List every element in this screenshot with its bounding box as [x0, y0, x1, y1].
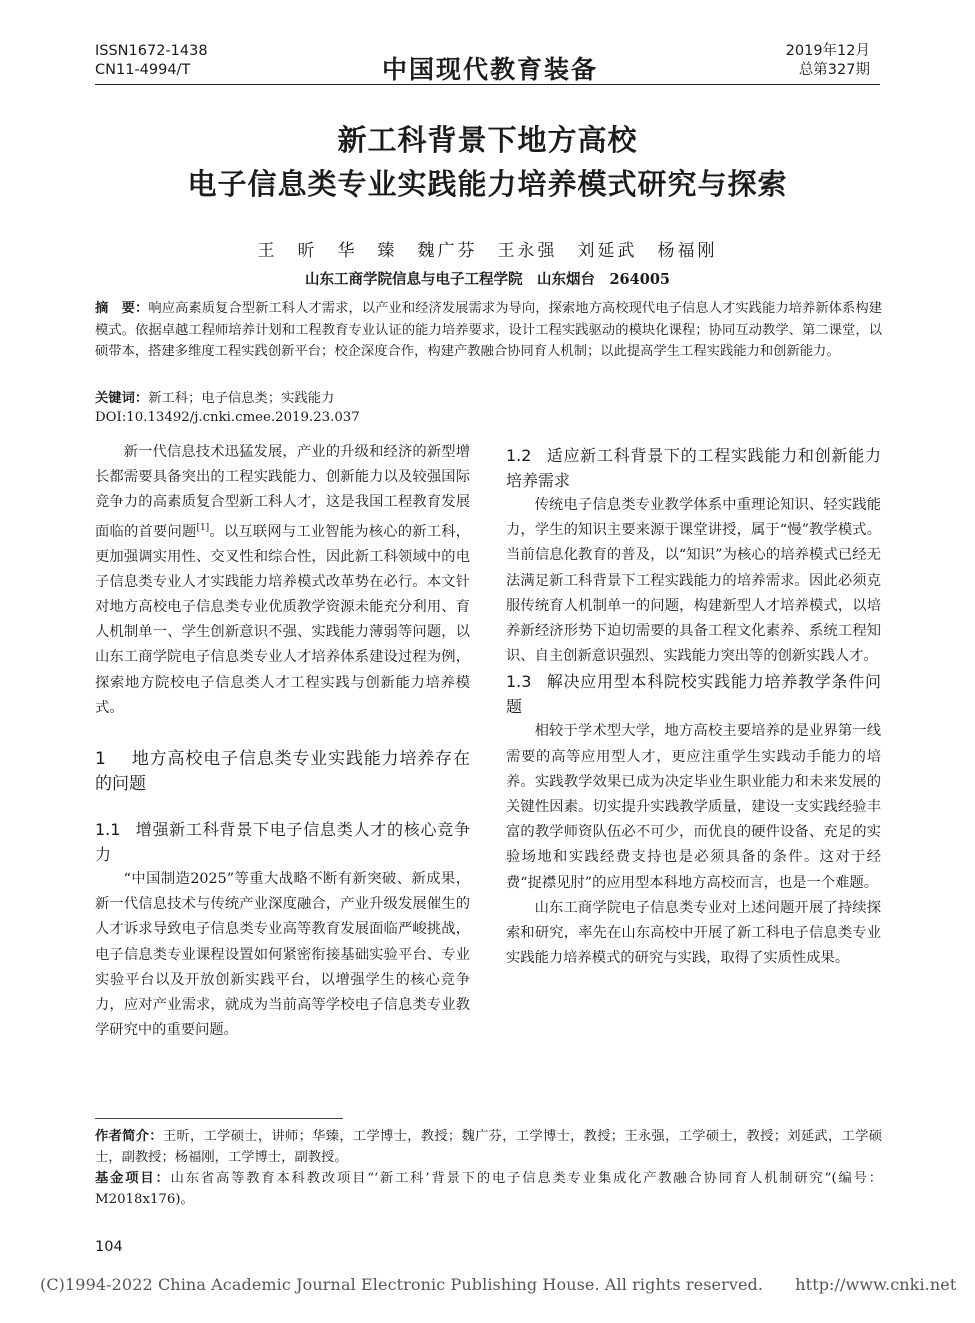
authors: 王 昕 华 臻 魏广芬 王永强 刘延武 杨福刚: [257, 241, 718, 261]
header-rule: [95, 84, 880, 85]
footnotes: [95, 1126, 882, 1210]
section-1-3-heading: [506, 669, 881, 719]
section-1-3-paragraph-2: 山东工商学院电子信息类专业对上述问题开展了持续探索和研究，率先在山东高校中开展了新工科电子信息类专业实践能力培养模式的研究与实践，取得了实质性成果。: [506, 899, 881, 967]
footnote-rule: [95, 1118, 343, 1119]
keywords-text: 新工科；电子信息类；实践能力: [148, 391, 335, 406]
intro-paragraph: [95, 440, 470, 721]
left-column: [95, 440, 470, 1043]
author-bio-label: 作者简介：: [95, 1129, 163, 1144]
section-1-2-paragraph: 传统电子信息类专业教学体系中重理论知识、轻实践能力，学生的知识主要来源于课堂讲授，属于“慢”教学模式。当前信息化教育的普及，以“知识”为核心的培养模式已经无法满足新工科背景下工程实践能力的培养需求。因此必须克服传统育人机制单一的问题，构建新型人才培养模式，以培养新经济形势下迫切需要的具备工程文化素养、系统工程知识、自主创新意识强烈、实践能力突出等的创新实践人才。: [506, 497, 881, 665]
keywords: [95, 388, 882, 410]
issue-date: 2019年12月: [785, 43, 870, 59]
author-bio-text: 王昕，工学硕士，讲师；华臻，工学博士，教授；魏广芬，工学博士，教授；王永强，工学硕士，教授；刘延武，工学硕士，副教授；杨福刚，工学博士，副教授。: [95, 1129, 883, 1165]
section-1-1-heading: [95, 817, 470, 867]
abstract: [95, 298, 882, 363]
abstract-text: 响应高素质复合型新工科人才需求，以产业和经济发展需求为导向，探索地方高校现代电子信息人才实践能力培养新体系构建模式。依据卓越工程师培养计划和工程教育专业认证的能力培养要求，设计工程实践驱动的模块化课程；协同互动教学、第二课堂，以硕带本，搭建多维度工程实践创新平台；校企深度合作，构建产教融合协同育人机制；以此提高学生工程实践能力和创新能力。: [95, 301, 882, 360]
abstract-label: 摘 要：: [95, 301, 149, 316]
section-1-number: 1: [95, 749, 106, 769]
section-1-heading: [95, 747, 470, 797]
journal-identifiers: [95, 42, 208, 80]
section-1-1-number: 1.1: [95, 820, 121, 839]
reference-1: [1]: [196, 522, 210, 533]
intro-text: 新一代信息技术迅猛发展，产业的升级和经济的新型增长都需要具备突出的工程实践能力、创新能力以及较强国际竞争力的高素质复合型新工科人才，这是我国工程教育发展面临的首要问题: [95, 444, 470, 540]
section-1-3-title: 解决应用型本科院校实践能力培养教学条件问题: [506, 672, 881, 717]
fund-label: 基金项目：: [95, 1171, 171, 1186]
section-1-2-number: 1.2: [506, 446, 532, 465]
section-1-1-title: 增强新工科背景下电子信息类人才的核心竞争力: [95, 820, 470, 864]
fund-text: 山东省高等教育本科教改项目“‘新工科’背景下的电子信息类专业集成化产教融合协同育人机制研究”(编号：M2018x176)。: [95, 1171, 883, 1207]
section-1-2-title: 适应新工科背景下的工程实践能力和创新能力培养需求: [506, 446, 881, 490]
section-1-2-heading: [506, 443, 881, 493]
affiliation: 山东工商学院信息与电子工程学院 山东烟台 264005: [304, 271, 671, 288]
section-1-title: 地方高校电子信息类专业实践能力培养存在的问题: [95, 749, 470, 794]
page-number: 104: [95, 1239, 123, 1255]
intro-text-tail: 。以互联网与工业智能为核心的新工科，更加强调实用性、交叉性和综合性，因此新工科领域中的电子信息类专业人才实践能力培养模式改革势在必行。本文针对地方高校电子信息类专业优质教学资源未能充分利用、育人机制单一、学生创新意识不强、实践能力薄弱等问题，以山东工商学院电子信息类专业人才培养体系建设过程为例，探索地方院校电子信息类人才工程实践与创新能力培养模式。: [95, 523, 471, 716]
section-1-3-number: 1.3: [506, 672, 532, 692]
issn: ISSN1672-1438: [95, 43, 208, 59]
section-1-1-paragraph: “中国制造2025”等重大战略不断有新突破、新成果，新一代信息技术与传统产业深度融合，产业升级发展催生的人才诉求导致电子信息类专业高等教育发展面临严峻挑战，电子信息类专业课程设置如何紧密衔接基础实验平台、专业实验平台以及开放创新实践平台，以增强学生的核心竞争力，应对产业需求，就成为当前高等学校电子信息类专业教学研究中的重要问题。: [95, 871, 470, 1039]
issue-number: 总第327期: [798, 62, 870, 78]
journal-name: 中国现代教育装备: [381, 55, 598, 84]
paper-title: [0, 118, 975, 206]
issue-info: [786, 42, 870, 80]
section-1-3-paragraph-1: 相较于学术型大学，地方高校主要培养的是业界第一线需要的高等应用型人才，更应注重学生实践动手能力的培养。实践教学效果已成为决定毕业生职业能力和未来发展的关键性因素。切实提升实践教学质量，建设一支实践经验丰富的教学师资队伍必不可少，而优良的硬件设备、充足的实验场地和实践经费支持也是必须具备的条件。这对于经费“捉襟见肘”的应用型本科地方高校而言，也是一个难题。: [506, 723, 881, 891]
fund-info: [95, 1168, 882, 1210]
title-line-2: 电子信息类专业实践能力培养模式研究与探索: [187, 167, 788, 201]
doi: DOI:10.13492/j.cnki.cmee.2019.23.037: [95, 410, 360, 425]
keywords-label: 关键词：: [95, 391, 149, 406]
author-bio: [95, 1126, 882, 1168]
title-line-1: 新工科背景下地方高校: [337, 123, 638, 157]
cn-number: CN11-4994/T: [95, 62, 191, 78]
copyright-notice: (C)1994-2022 China Academic Journal Electronic Publishing House. All rights reserved. http://www.cnki.net: [40, 1275, 957, 1294]
right-column: [506, 443, 881, 971]
